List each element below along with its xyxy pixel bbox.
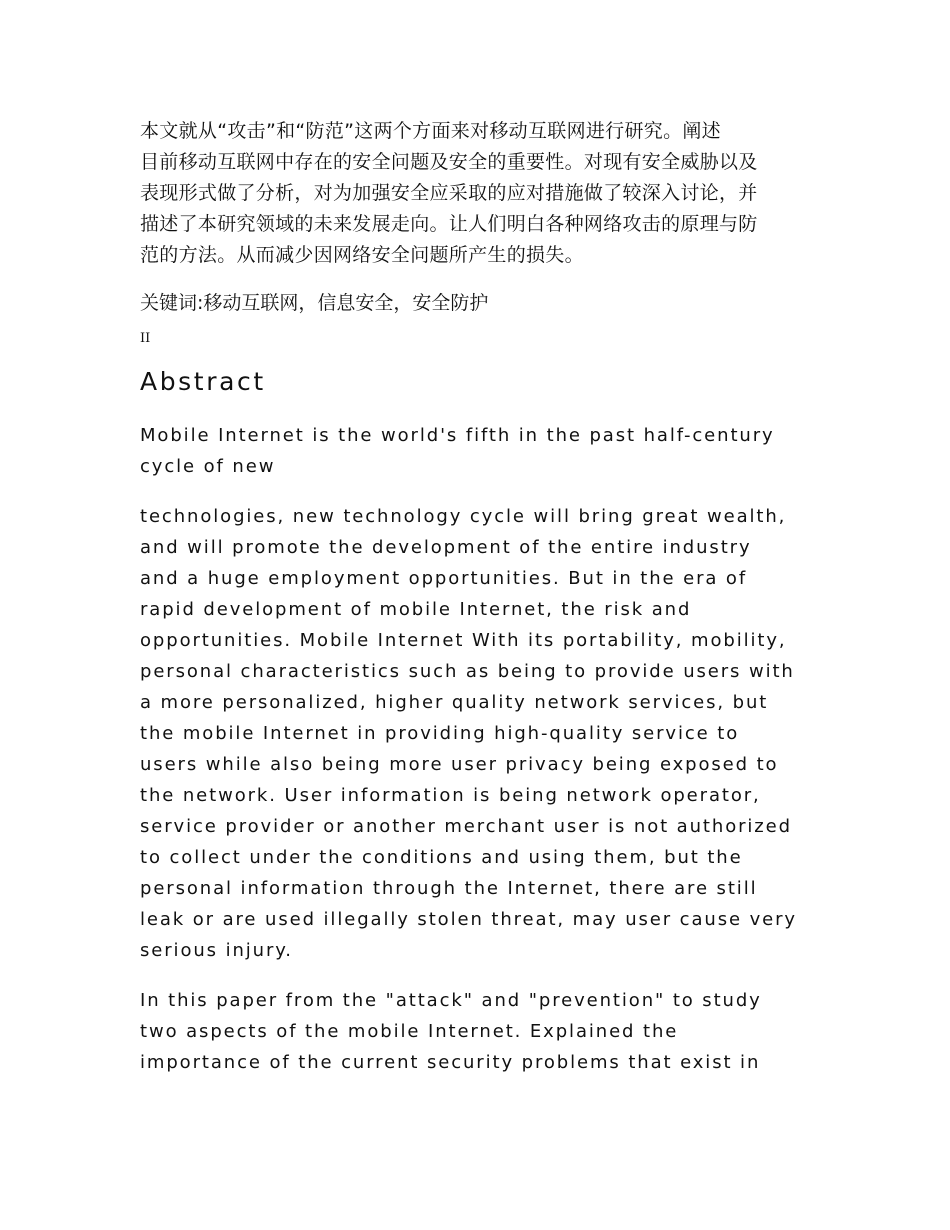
page-number: II	[140, 331, 151, 346]
document-page	[140, 116, 812, 1078]
english-paragraph-3: In this paper from the "attack" and "prevention" to study two aspects of the mobile Internet. Explained the importance of the current security problems that exist in	[140, 990, 762, 1073]
english-paragraph-1: Mobile Internet is the world's fifth in the past half-century cycle of new	[140, 425, 775, 477]
english-paragraph-2: technologies, new technology cycle will bring great wealth, and will promote the development of the entire industry and a huge employment opportunities. But in the era of rapid development of mobile Internet, the risk and opportunities. Mobile Internet With its portability, mobility, personal characteristics such as being to provide users with a more personalized, higher quality network services, but the mobile Internet in providing high-quality service to users while also being more user privacy being exposed to the network. User information is being network operator, service provider or another merchant user is not authorized to collect under the conditions and using them, but the personal information through the Internet, there are still leak or are used illegally stolen threat, may user cause very serious injury.	[140, 506, 797, 961]
chinese-keywords: 关键词:移动互联网，信息安全，安全防护	[140, 292, 489, 314]
abstract-title: Abstract	[140, 367, 266, 396]
chinese-abstract-paragraph: 本文就从“攻击”和“防范”这两个方面来对移动互联网进行研究。阐述 目前移动互联网中存在的安全问题及安全的重要性。对现有安全威胁以及 表现形式做了分析，对为加强安全应采取的应对措施做了较深入讨论，并 描述了本研究领域的未来发展走向。让人们明白各种网络攻击的原理与防 范的方法。从而减少因网络安全问题所产生的损失。	[140, 120, 758, 266]
